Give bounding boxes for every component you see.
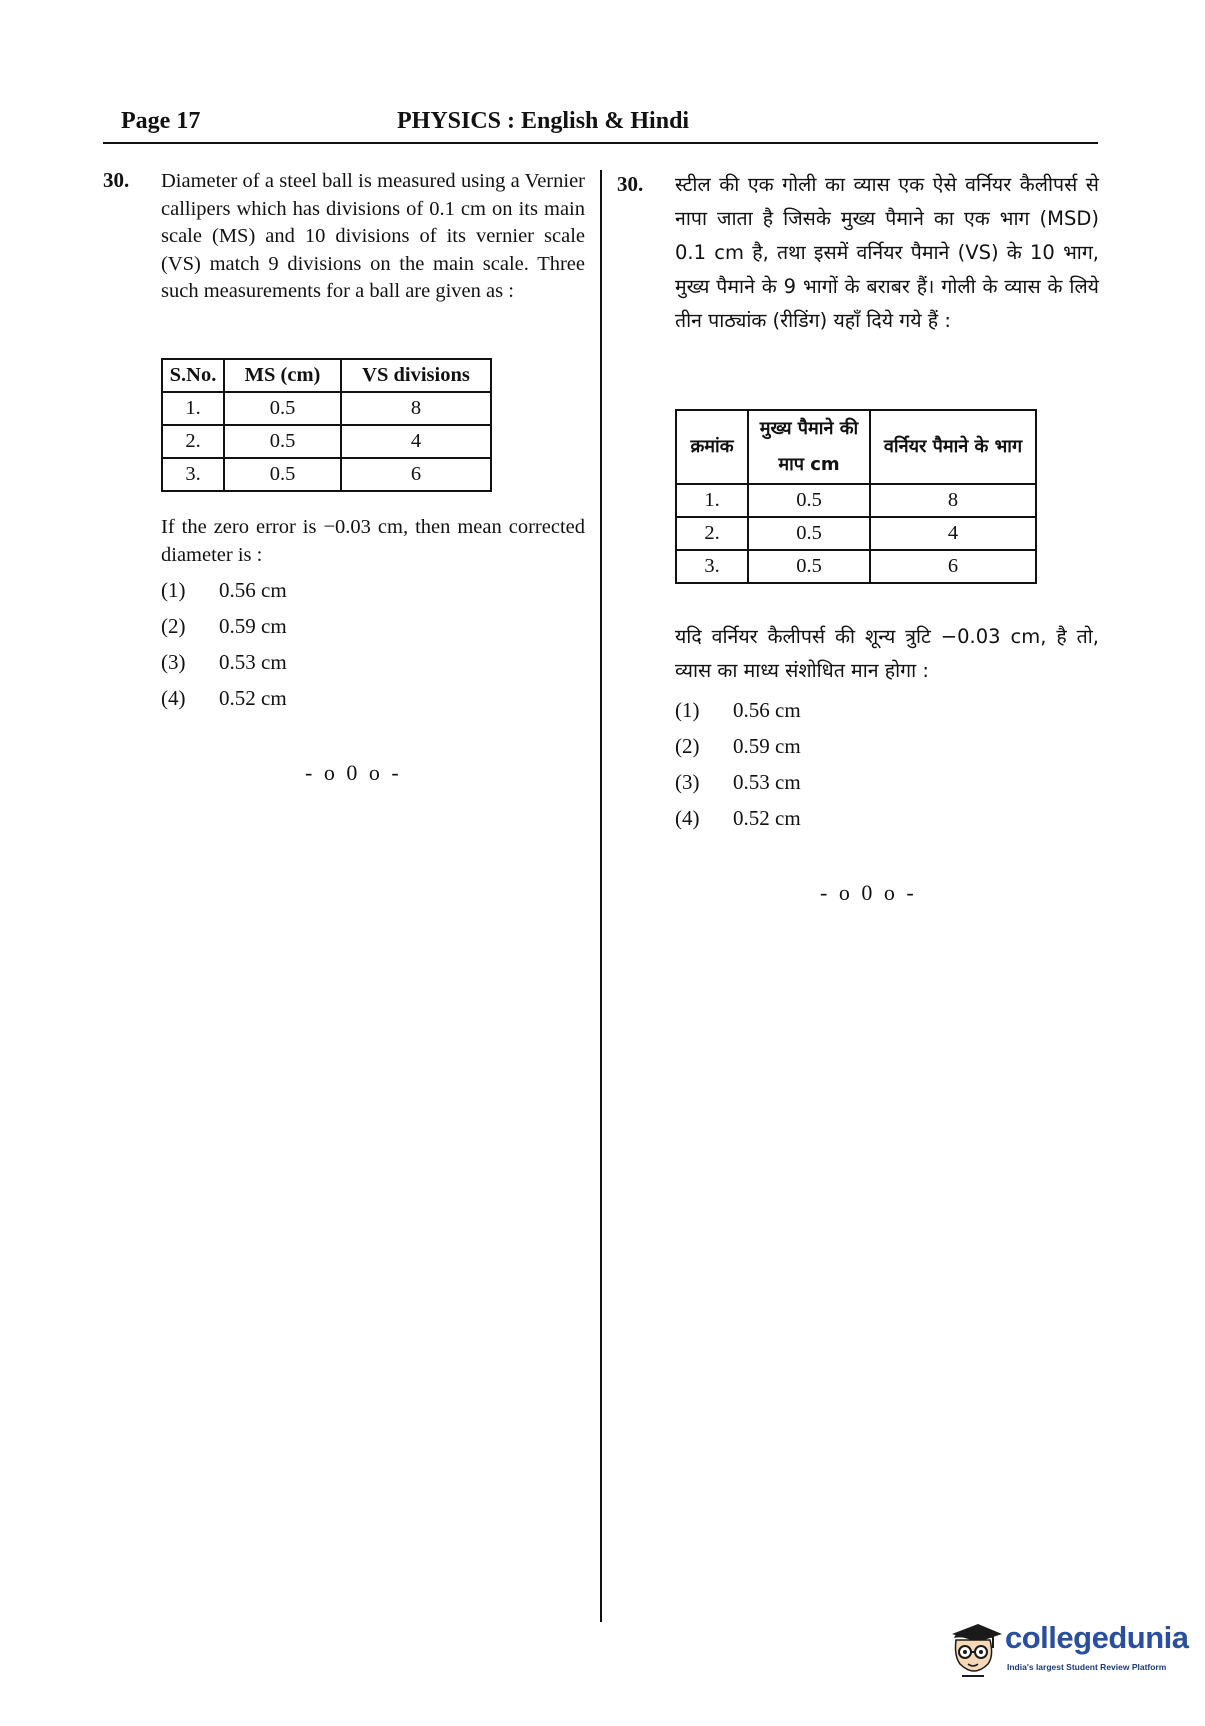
table-row bbox=[162, 425, 491, 458]
column-divider bbox=[600, 170, 602, 1622]
measurement-table-en bbox=[161, 358, 492, 492]
table-cell: 0.5 bbox=[748, 484, 870, 517]
options-list-en bbox=[161, 578, 461, 722]
option-4[interactable]: (4) 0.52 cm bbox=[161, 686, 287, 710]
table-cell: 6 bbox=[341, 458, 491, 491]
table-header-cell: VS divisions bbox=[341, 359, 491, 392]
collegedunia-logo[interactable] bbox=[944, 1620, 1189, 1690]
table-cell: 2. bbox=[676, 517, 748, 550]
table-header-cell: S.No. bbox=[162, 359, 224, 392]
table-cell: 0.5 bbox=[224, 392, 341, 425]
end-mark-en: - o 0 o - bbox=[305, 760, 402, 785]
graduate-mascot-icon bbox=[944, 1620, 1004, 1682]
table-header-cell: MS (cm) bbox=[224, 359, 341, 392]
option-3[interactable]: (3) 0.53 cm bbox=[675, 770, 801, 794]
table-cell: 8 bbox=[341, 392, 491, 425]
table-cell: 3. bbox=[162, 458, 224, 491]
option-2[interactable]: (2) 0.59 cm bbox=[675, 734, 801, 758]
table-row bbox=[676, 517, 1036, 550]
followup-text-en: If the zero error is −0.03 cm, then mean corrected diameter is : bbox=[161, 516, 585, 566]
table-row bbox=[676, 484, 1036, 517]
logo-tagline: India's largest Student Review Platform bbox=[1007, 1662, 1167, 1672]
question-number-hi: 30. bbox=[617, 172, 644, 196]
option-2[interactable]: (2) 0.59 cm bbox=[161, 614, 287, 638]
table-cell: 1. bbox=[162, 392, 224, 425]
table-cell: 3. bbox=[676, 550, 748, 583]
measurement-table-hi bbox=[675, 409, 1037, 584]
table-cell: 0.5 bbox=[224, 458, 341, 491]
table-cell: 2. bbox=[162, 425, 224, 458]
table-header-row bbox=[676, 410, 1036, 484]
table-cell: 8 bbox=[870, 484, 1036, 517]
page-title: PHYSICS : English & Hindi bbox=[397, 108, 690, 134]
page-header bbox=[103, 108, 1098, 144]
followup-text-hi: यदि वर्नियर कैलीपर्स की शून्य त्रुटि −0.03 cm, है तो, व्यास का माध्य संशोधित मान होगा : bbox=[675, 625, 1099, 682]
table-cell: 0.5 bbox=[224, 425, 341, 458]
table-cell: 6 bbox=[870, 550, 1036, 583]
table-header-cell: क्रमांक bbox=[676, 410, 748, 484]
option-1[interactable]: (1) 0.56 cm bbox=[161, 578, 287, 602]
table-cell: 4 bbox=[870, 517, 1036, 550]
table-row bbox=[676, 550, 1036, 583]
logo-wordmark: collegedunia bbox=[1005, 1620, 1189, 1655]
table-row bbox=[162, 458, 491, 491]
question-number-en: 30. bbox=[103, 168, 130, 192]
table-row bbox=[162, 392, 491, 425]
option-4[interactable]: (4) 0.52 cm bbox=[675, 806, 801, 830]
question-text-en: Diameter of a steel ball is measured using a Vernier callipers which has divisions of 0.1 cm on its main scale (MS) and 10 divisions of its vernier scale (VS) match 9 divisions on the main scale. Three such measurements for a ball are given as : bbox=[161, 170, 585, 302]
table-cell: 0.5 bbox=[748, 550, 870, 583]
end-mark-hi: - o 0 o - bbox=[820, 880, 917, 905]
table-header-row bbox=[162, 359, 491, 392]
table-cell: 4 bbox=[341, 425, 491, 458]
table-cell: 0.5 bbox=[748, 517, 870, 550]
options-list-hi bbox=[675, 698, 975, 842]
page-number: Page 17 bbox=[121, 108, 201, 134]
option-3[interactable]: (3) 0.53 cm bbox=[161, 650, 287, 674]
table-cell: 1. bbox=[676, 484, 748, 517]
table-header-cell: मुख्य पैमाने की माप cm bbox=[748, 410, 870, 484]
option-1[interactable]: (1) 0.56 cm bbox=[675, 698, 801, 722]
table-header-cell: वर्नियर पैमाने के भाग bbox=[870, 410, 1036, 484]
question-text-hi: स्टील की एक गोली का व्यास एक ऐसे वर्नियर कैलीपर्स से नापा जाता है जिसके मुख्य पैमाने का एक भाग (MSD) 0.1 cm है, तथा इसमें वर्नियर पैमाने (VS) के 10 भाग, मुख्य पैमाने के 9 भागों के बराबर हैं। गोली के व्यास के लिये तीन पाठ्यांक (रीडिंग) यहाँ दिये गये हैं : bbox=[675, 173, 1099, 332]
